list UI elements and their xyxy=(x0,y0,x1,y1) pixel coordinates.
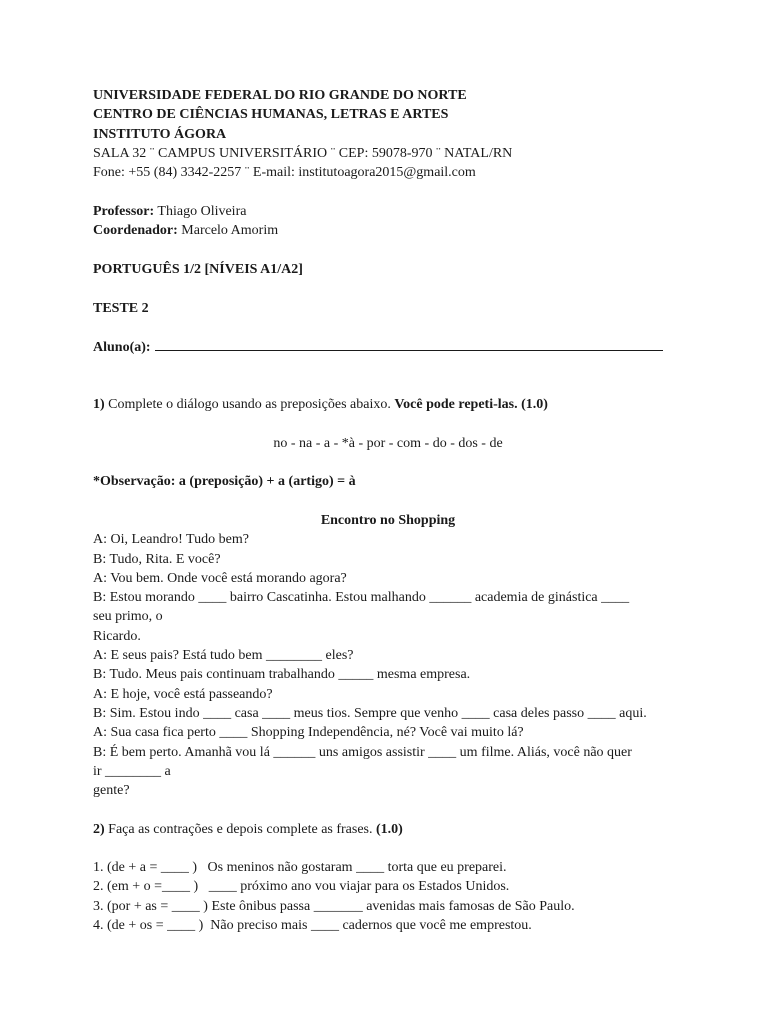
center-name: CENTRO DE CIÊNCIAS HUMANAS, LETRAS E ARTES xyxy=(93,107,449,123)
question-2 xyxy=(93,820,683,839)
observation: *Observação: a (preposição) + a (artigo) = à xyxy=(93,474,356,489)
dialogue-line: A: E hoje, você está passeando? xyxy=(93,686,273,702)
dialogue-line: A: Oi, Leandro! Tudo bem? xyxy=(93,532,249,548)
dialogue-line: gente? xyxy=(93,783,130,799)
university-name: UNIVERSIDADE FEDERAL DO RIO GRANDE DO NORTE xyxy=(93,88,467,103)
address: SALA 32 ¨ CAMPUS UNIVERSITÁRIO ¨ CEP: 59078-970 ¨ NATAL/RN xyxy=(93,145,513,161)
dialogue-line: B: Sim. Estou indo ____ casa ____ meus tios. Sempre que venho ____ casa deles passo ____ aqui. xyxy=(93,705,647,721)
professor-label: Professor: xyxy=(93,204,155,219)
dialogue-line: ir ________ a xyxy=(93,763,171,779)
coordinator-name: Marcelo Amorim xyxy=(181,223,279,239)
institute-name: INSTITUTO ÁGORA xyxy=(93,126,227,142)
dialogue-line: A: Sua casa fica perto ____ Shopping Independência, né? Você vai muito lá? xyxy=(93,725,524,741)
professor-name: Thiago Oliveira xyxy=(157,204,247,219)
contraction-item: 3. (por + as = ____ ) Este ônibus passa _______ avenidas mais famosas de São Paulo. xyxy=(93,898,575,914)
dialogue-line: Ricardo. xyxy=(93,628,141,644)
contraction-item: 1. (de + a = ____ ) Os meninos não gostaram ____ torta que eu preparei. xyxy=(93,860,507,875)
staff xyxy=(93,202,683,241)
dialogue-line: B: É bem perto. Amanhã vou lá ______ uns amigos assistir ____ um filme. Aliás, você não quer xyxy=(93,744,632,760)
contraction-item: 2. (em + o =____ ) ____ próximo ano vou viajar para os Estados Unidos. xyxy=(93,879,510,895)
coordinator-label: Coordenador: xyxy=(93,223,178,239)
student-label: Aluno(a): xyxy=(93,340,151,355)
test-title: TESTE 2 xyxy=(93,301,149,316)
coordinator-line xyxy=(93,221,683,240)
header xyxy=(93,86,683,182)
student-name-field[interactable] xyxy=(155,338,663,351)
professor-line xyxy=(93,202,683,221)
dialogue-line: seu primo, o xyxy=(93,609,163,625)
question-2-items xyxy=(93,858,683,935)
dialogue xyxy=(93,511,683,800)
dialogue-line: A: E seus pais? Está tudo bem ________ eles? xyxy=(93,648,354,664)
contact: Fone: +55 (84) 3342-2257 ¨ E-mail: institutoagora2015@gmail.com xyxy=(93,165,476,181)
preposition-list: no - na - a - *à - por - com - do - dos - de xyxy=(273,436,503,451)
dialogue-line: B: Tudo. Meus pais continuam trabalhando _____ mesma empresa. xyxy=(93,667,471,683)
dialogue-line: B: Tudo, Rita. E você? xyxy=(93,551,221,567)
dialogue-title: Encontro no Shopping xyxy=(320,513,456,528)
dialogue-line: A: Vou bem. Onde você está morando agora? xyxy=(93,570,347,586)
question-1-prompt: 1) Complete o diálogo usando as preposições abaixo. Você pode repeti-las. (1.0) xyxy=(93,397,548,412)
course-title: PORTUGUÊS 1/2 [NÍVEIS A1/A2] xyxy=(93,262,303,277)
dialogue-lines xyxy=(93,530,683,800)
question-2-prompt: 2) Faça as contrações e depois complete as frases. (1.0) xyxy=(93,822,403,837)
dialogue-line: B: Estou morando ____ bairro Cascatinha. Estou malhando ______ academia de ginástica ____ xyxy=(93,590,630,606)
question-1 xyxy=(93,395,683,414)
contraction-item: 4. (de + os = ____ ) Não preciso mais ____ cadernos que você me emprestou. xyxy=(93,917,532,933)
student-name-row xyxy=(93,338,683,357)
